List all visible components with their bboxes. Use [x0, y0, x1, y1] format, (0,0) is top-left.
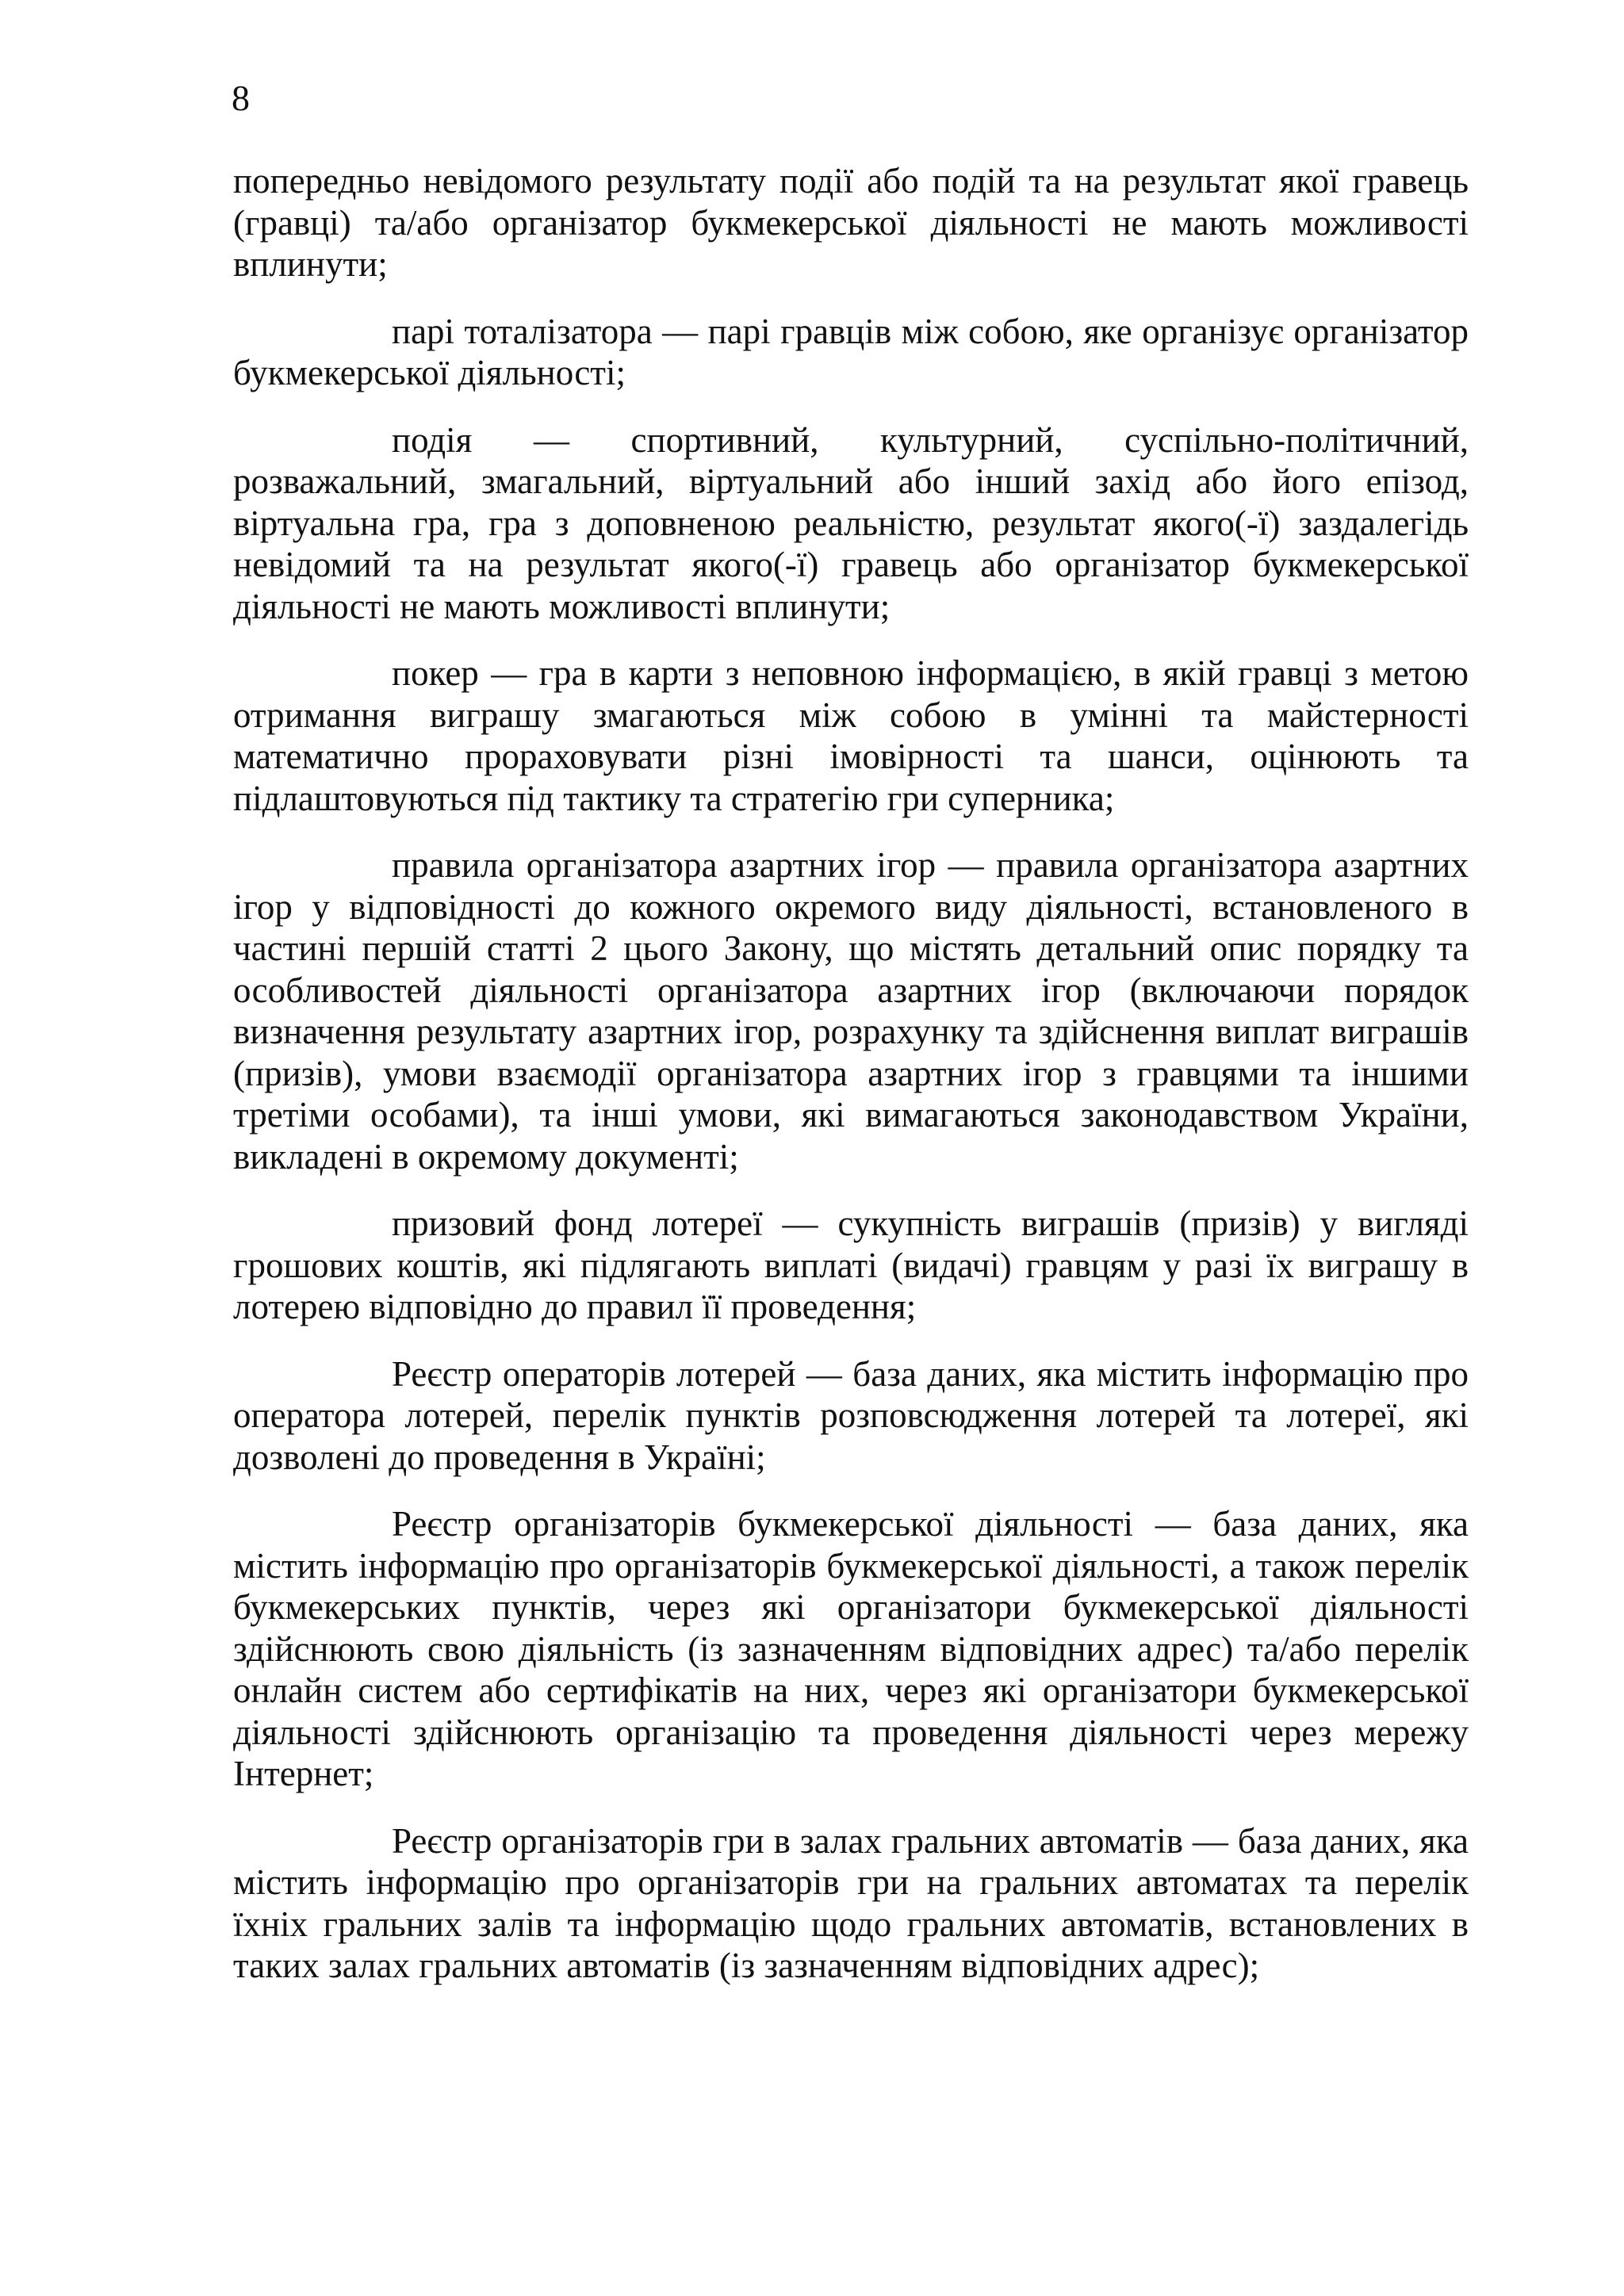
- paragraph-continuation: попередньо невідомого результату події або подій та на результат якої гравець (гравці) та/або організатор букмекерської діяльності не мають можливості вплинути;: [233, 161, 1469, 284]
- definition-bookmaker-register: Реєстр організаторів букмекерської діяльності — база даних, яка містить інформацію про організаторів букмекерської діяльності, а також перелік букмекерських пунктів, через які організатори букмекерської діяльності здійснюють свою діяльність (із зазначенням відповідних адрес) та/або перелік онлайн систем або сертифікатів на них, через які організатори букмекерської діяльності здійснюють організацію та проведення діяльності через мережу Інтернет;: [233, 1504, 1469, 1793]
- definition-lottery-operators-register: Реєстр операторів лотерей — база даних, яка містить інформацію про оператора лотерей, перелік пунктів розповсюдження лотерей та лотереї, які дозволені до проведення в Україні;: [233, 1353, 1469, 1477]
- definition-poker: покер — гра в карти з неповною інформацією, в якій гравці з метою отримання виграшу змагаються між собою в умінні та майстерності математично прораховувати різні імовірності та шанси, оцінюють та підлаштовуються під тактику та стратегію гри суперника;: [233, 653, 1469, 818]
- definition-lottery-prize-fund: призовий фонд лотереї — сукупність виграшів (призів) у вигляді грошових коштів, які підлягають виплаті (видачі) гравцям у разі їх виграшу в лотерею відповідно до правил її проведення;: [233, 1203, 1469, 1326]
- definition-totalizator-bet: парі тоталізатора — парі гравців між собою, яке організує організатор букмекерської діяльності;: [233, 311, 1469, 392]
- page-number: 8: [232, 78, 250, 118]
- definition-gambling-rules: правила організатора азартних ігор — правила організатора азартних ігор у відповідності до кожного окремого виду діяльності, встановленого в частині першій статті 2 цього Закону, що містять детальний опис порядку та особливостей діяльності організатора азартних ігор (включаючи порядок визначення результату азартних ігор, розрахунку та здійснення виплат виграшів (призів), умови взаємодії організатора азартних ігор з гравцями та іншими третіми особами), та інші умови, які вимагаються законодавством України, викладені в окремому документі;: [233, 845, 1469, 1177]
- definition-event: подія — спортивний, культурний, суспільно-політичний, розважальний, змагальний, віртуальний або інший захід або його епізод, віртуальна гра, гра з доповненою реальністю, результат якого(-ї) заздалегідь невідомий та на результат якого(-ї) гравець або організатор букмекерської діяльності не мають можливості вплинути;: [233, 419, 1469, 626]
- document-body: [233, 160, 1469, 2012]
- definition-slot-halls-register: Реєстр організаторів гри в залах гральних автоматів — база даних, яка містить інформацію про організаторів гри на гральних автоматах та перелік їхніх гральних залів та інформацію щодо гральних автоматів, встановлених в таких залах гральних автоматів (із зазначенням відповідних адрес);: [233, 1820, 1469, 1985]
